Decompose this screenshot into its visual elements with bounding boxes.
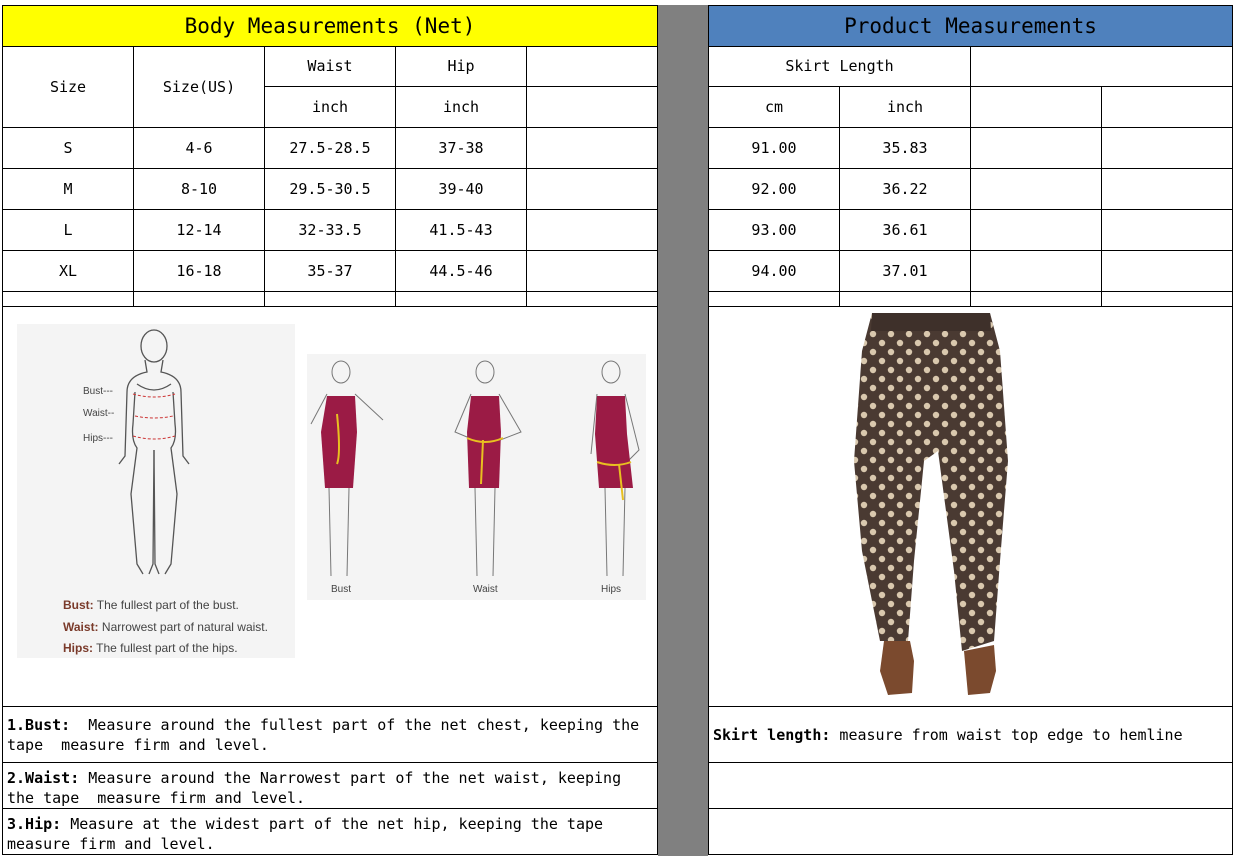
caption-hips: Hips	[601, 584, 622, 595]
empty-cell	[527, 128, 658, 169]
separator-column	[658, 5, 708, 856]
note-waist-term: 2.Waist:	[7, 769, 80, 787]
waist-tag: Waist--	[83, 408, 115, 419]
polka-dot-pants-image	[850, 311, 1010, 701]
hip-cell: 41.5-43	[396, 210, 527, 251]
note-skirt-length	[708, 707, 1233, 763]
size-us-cell: 8-10	[134, 169, 265, 210]
hips-term: Hips:	[63, 641, 93, 655]
note-waist-text: Measure around the Narrowest part of the net waist, keeping the tape measure firm and level.	[7, 769, 631, 807]
body-measurements-header	[2, 5, 658, 47]
col-header-size: Size	[3, 46, 134, 128]
empty-cell	[1102, 128, 1233, 169]
empty-cell	[527, 210, 658, 251]
note-empty	[708, 763, 1233, 809]
empty-cell	[1102, 210, 1233, 251]
unit-hip: inch	[396, 87, 527, 128]
hip-cell: 37-38	[396, 128, 527, 169]
empty-cell	[527, 169, 658, 210]
hip-cell: 39-40	[396, 169, 527, 210]
empty-cell	[971, 210, 1102, 251]
spacer-cell	[971, 292, 1102, 307]
unit-empty	[527, 87, 658, 128]
hip-cell: 44.5-46	[396, 251, 527, 292]
spacer-cell	[3, 292, 134, 307]
note-skirt-length-term: Skirt length:	[713, 726, 831, 744]
size-cell: L	[3, 210, 134, 251]
col-header-empty	[527, 46, 658, 87]
dress-figures	[307, 354, 646, 600]
bust-definition	[63, 598, 239, 612]
hips-desc: The fullest part of the hips.	[96, 641, 238, 655]
waist-cell: 29.5-30.5	[265, 169, 396, 210]
empty-cell	[1102, 251, 1233, 292]
unit-empty	[1102, 87, 1233, 128]
empty-cell	[971, 251, 1102, 292]
waist-term: Waist:	[63, 620, 99, 634]
note-bust	[2, 707, 658, 763]
spacer-cell	[709, 292, 840, 307]
caption-bust: Bust	[331, 584, 352, 595]
body-outline-icon	[17, 324, 295, 584]
note-bust-text: Measure around the fullest part of the net chest, keeping the tape measure firm and level.	[7, 716, 649, 754]
unit-waist: inch	[265, 87, 396, 128]
size-cell: XL	[3, 251, 134, 292]
empty-cell	[527, 251, 658, 292]
col-header-size-us: Size(US)	[134, 46, 265, 128]
size-us-cell: 4-6	[134, 128, 265, 169]
bust-term: Bust:	[63, 598, 94, 612]
col-header-skirt-length: Skirt Length	[709, 46, 971, 87]
hips-definition	[63, 641, 238, 655]
cm-cell: 94.00	[709, 251, 840, 292]
note-bust-term: 1.Bust:	[7, 716, 71, 734]
inch-cell: 35.83	[840, 128, 971, 169]
col-header-waist: Waist	[265, 46, 396, 87]
body-outline-figure	[17, 324, 295, 658]
spacer-cell	[265, 292, 396, 307]
size-cell: S	[3, 128, 134, 169]
note-hip	[2, 809, 658, 855]
product-size-table	[708, 46, 1233, 308]
hips-tag: Hips---	[83, 433, 113, 444]
spacer-cell	[134, 292, 265, 307]
note-waist	[2, 763, 658, 809]
size-cell: M	[3, 169, 134, 210]
product-measurements-title: Product Measurements	[844, 14, 1097, 38]
note-skirt-length-text: measure from waist top edge to hemline	[830, 726, 1183, 744]
caption-waist: Waist	[473, 584, 498, 595]
inch-cell: 37.01	[840, 251, 971, 292]
cm-cell: 93.00	[709, 210, 840, 251]
empty-cell	[971, 169, 1102, 210]
inch-cell: 36.22	[840, 169, 971, 210]
cm-cell: 92.00	[709, 169, 840, 210]
waist-cell: 32-33.5	[265, 210, 396, 251]
size-us-cell: 12-14	[134, 210, 265, 251]
spacer-cell	[527, 292, 658, 307]
body-size-table	[2, 46, 658, 308]
note-hip-text: Measure at the widest part of the net hip, keeping the tape measure firm and level.	[7, 815, 613, 853]
inch-cell: 36.61	[840, 210, 971, 251]
empty-cell	[971, 128, 1102, 169]
note-empty	[708, 809, 1233, 855]
dress-measure-illustration	[307, 354, 646, 584]
unit-cm: cm	[709, 87, 840, 128]
bust-tag: Bust---	[83, 386, 113, 397]
spacer-cell	[1102, 292, 1233, 307]
empty-cell	[1102, 169, 1233, 210]
col-header-hip: Hip	[396, 46, 527, 87]
size-us-cell: 16-18	[134, 251, 265, 292]
body-measurements-title: Body Measurements (Net)	[184, 14, 476, 38]
waist-desc: Narrowest part of natural waist.	[101, 620, 268, 634]
unit-empty	[971, 87, 1102, 128]
waist-definition	[63, 620, 268, 634]
waist-cell: 27.5-28.5	[265, 128, 396, 169]
waist-cell: 35-37	[265, 251, 396, 292]
unit-inch: inch	[840, 87, 971, 128]
spacer-cell	[396, 292, 527, 307]
spacer-cell	[840, 292, 971, 307]
product-measurements-header	[708, 5, 1233, 47]
col-header-empty	[971, 46, 1233, 87]
note-hip-term: 3.Hip:	[7, 815, 62, 833]
bust-desc: The fullest part of the bust.	[96, 598, 239, 612]
cm-cell: 91.00	[709, 128, 840, 169]
